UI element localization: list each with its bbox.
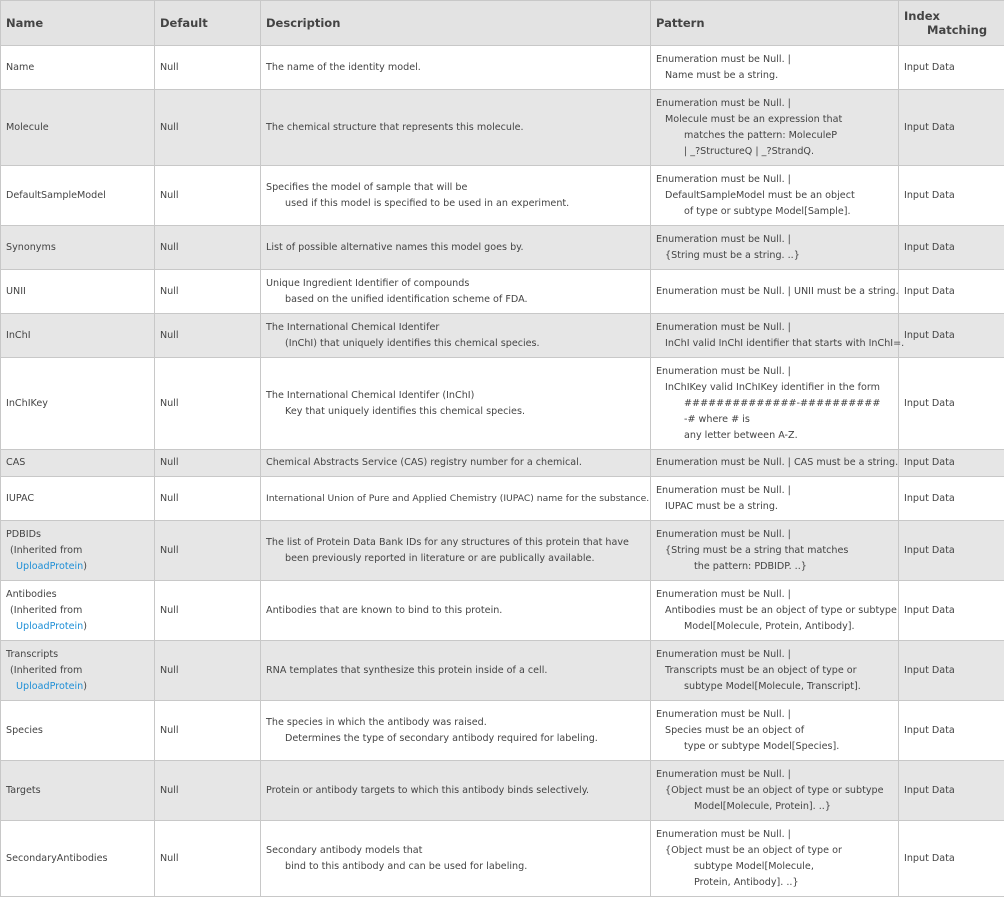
field-name: Targets bbox=[6, 784, 41, 796]
field-name: InChIKey bbox=[6, 397, 48, 409]
table-row bbox=[1, 270, 1004, 314]
table-row bbox=[1, 226, 1004, 270]
index-cell: Input Data bbox=[899, 270, 1004, 314]
inherited-from-link-wrapper bbox=[6, 679, 149, 695]
table-row bbox=[1, 477, 1004, 521]
column-header-pattern: Pattern bbox=[651, 1, 899, 46]
inherited-from-label: (Inherited from bbox=[10, 544, 83, 556]
field-name: PDBIDs bbox=[6, 528, 41, 540]
index-cell: Input Data bbox=[899, 761, 1004, 821]
description-cell bbox=[261, 90, 651, 166]
pattern-line: {Object must be an object of type or subtype bbox=[665, 784, 884, 796]
description-cell bbox=[261, 701, 651, 761]
field-name: CAS bbox=[6, 457, 26, 468]
table-row bbox=[1, 521, 1004, 581]
description-cell bbox=[261, 166, 651, 226]
pattern-line: Transcripts must be an object of type or bbox=[665, 664, 857, 676]
description-line: (InChI) that uniquely identifies this chemical species. bbox=[285, 337, 540, 349]
pattern-line: Enumeration must be Null. | bbox=[656, 648, 791, 660]
pattern-line: DefaultSampleModel must be an object bbox=[665, 189, 855, 201]
index-cell: Input Data bbox=[899, 314, 1004, 358]
description-line: RNA templates that synthesize this protein inside of a cell. bbox=[266, 664, 548, 676]
pattern-cell bbox=[651, 314, 905, 358]
pattern-line: Enumeration must be Null. | bbox=[656, 768, 791, 780]
description-line: been previously reported in literature or are publically available. bbox=[285, 552, 595, 564]
pattern-cell bbox=[651, 821, 899, 897]
description-line: Secondary antibody models that bbox=[266, 844, 423, 856]
table-row bbox=[1, 641, 1004, 701]
pattern-line: Enumeration must be Null. | bbox=[656, 97, 791, 109]
field-name: Species bbox=[6, 724, 43, 736]
field-name: Antibodies bbox=[6, 588, 57, 600]
table-row bbox=[1, 90, 1004, 166]
index-cell: Input Data bbox=[899, 701, 1004, 761]
column-header-default: Default bbox=[155, 1, 261, 46]
description-line: The International Chemical Identifer bbox=[266, 321, 440, 333]
pattern-line: Enumeration must be Null. | CAS must be a string. bbox=[656, 457, 899, 468]
default-cell: Null bbox=[155, 581, 261, 641]
field-name: IUPAC bbox=[6, 492, 35, 504]
pattern-line: Enumeration must be Null. | bbox=[656, 828, 791, 840]
index-cell: Input Data bbox=[899, 821, 1004, 897]
index-cell: Input Data bbox=[899, 641, 1004, 701]
closing-paren: ) bbox=[83, 620, 87, 632]
pattern-line: the pattern: PDBIDP. ..} bbox=[694, 560, 807, 572]
pattern-line: InChIKey valid InChIKey identifier in the form bbox=[665, 381, 881, 393]
upload-protein-link[interactable]: UploadProtein bbox=[16, 560, 84, 572]
column-header-description: Description bbox=[261, 1, 651, 46]
pattern-line: ##############-########## bbox=[684, 397, 881, 409]
column-header-name: Name bbox=[1, 1, 155, 46]
pattern-line: Enumeration must be Null. | bbox=[656, 233, 791, 245]
pattern-cell bbox=[651, 226, 899, 270]
pattern-line: {Object must be an object of type or bbox=[665, 844, 842, 856]
pattern-line: {String must be a string that matches bbox=[665, 544, 849, 556]
inherited-from-label: (Inherited from bbox=[10, 604, 83, 616]
pattern-cell bbox=[651, 761, 899, 821]
name-cell bbox=[1, 701, 155, 761]
description-line: The species in which the antibody was raised. bbox=[266, 716, 487, 728]
table-row bbox=[1, 314, 1004, 358]
upload-protein-link[interactable]: UploadProtein bbox=[16, 680, 84, 692]
description-cell bbox=[261, 314, 651, 358]
pattern-line: of type or subtype Model[Sample]. bbox=[684, 205, 851, 217]
name-cell bbox=[1, 477, 155, 521]
default-cell: Null bbox=[155, 90, 261, 166]
pattern-line: Model[Molecule, Protein]. ..} bbox=[694, 800, 831, 812]
field-name: InChI bbox=[6, 329, 31, 341]
description-line: used if this model is specified to be used in an experiment. bbox=[285, 197, 570, 209]
pattern-cell bbox=[651, 270, 899, 314]
description-line: Antibodies that are known to bind to this protein. bbox=[266, 604, 503, 616]
pattern-line: subtype Model[Molecule, Transcript]. bbox=[684, 680, 861, 692]
description-line: List of possible alternative names this model goes by. bbox=[266, 241, 524, 253]
description-line: Key that uniquely identifies this chemical species. bbox=[285, 405, 525, 417]
name-cell bbox=[1, 270, 155, 314]
description-line: based on the unified identification scheme of FDA. bbox=[285, 293, 528, 305]
description-cell bbox=[261, 358, 651, 450]
table-row bbox=[1, 450, 1004, 477]
pattern-line: Model[Molecule, Protein, Antibody]. bbox=[684, 620, 855, 632]
table-row bbox=[1, 761, 1004, 821]
name-cell bbox=[1, 314, 155, 358]
index-header-line-1: Index bbox=[904, 9, 940, 23]
index-cell: Input Data bbox=[899, 226, 1004, 270]
pattern-cell bbox=[651, 701, 899, 761]
inherited-from-link-wrapper bbox=[6, 559, 149, 575]
field-name: DefaultSampleModel bbox=[6, 189, 106, 201]
pattern-line: Enumeration must be Null. | bbox=[656, 484, 791, 496]
field-name: Transcripts bbox=[6, 648, 59, 660]
pattern-line: Enumeration must be Null. | bbox=[656, 365, 791, 377]
description-cell bbox=[261, 581, 651, 641]
upload-protein-link[interactable]: UploadProtein bbox=[16, 620, 84, 632]
default-cell: Null bbox=[155, 521, 261, 581]
closing-paren: ) bbox=[83, 680, 87, 692]
default-cell: Null bbox=[155, 701, 261, 761]
name-cell bbox=[1, 450, 155, 477]
index-cell: Input Data bbox=[899, 450, 1004, 477]
pattern-line: | _?StructureQ | _?StrandQ. bbox=[684, 145, 815, 157]
index-cell: Input Data bbox=[899, 166, 1004, 226]
name-cell bbox=[1, 166, 155, 226]
description-line: The International Chemical Identifer (InChI) bbox=[266, 389, 475, 401]
name-cell bbox=[1, 90, 155, 166]
table-row bbox=[1, 581, 1004, 641]
pattern-line: Enumeration must be Null. | bbox=[656, 708, 791, 720]
description-cell bbox=[261, 821, 651, 897]
default-cell: Null bbox=[155, 641, 261, 701]
pattern-cell bbox=[651, 581, 899, 641]
pattern-cell bbox=[651, 521, 899, 581]
default-cell: Null bbox=[155, 821, 261, 897]
description-line: Specifies the model of sample that will be bbox=[266, 181, 468, 193]
table-row bbox=[1, 166, 1004, 226]
pattern-cell bbox=[651, 358, 899, 450]
description-line: The name of the identity model. bbox=[266, 61, 421, 73]
description-line: bind to this antibody and can be used for labeling. bbox=[285, 860, 528, 872]
default-cell: Null bbox=[155, 226, 261, 270]
table-row bbox=[1, 821, 1004, 897]
field-name: SecondaryAntibodies bbox=[6, 852, 108, 864]
pattern-line: Enumeration must be Null. | bbox=[656, 173, 791, 185]
field-name: Molecule bbox=[6, 121, 49, 133]
name-cell bbox=[1, 521, 155, 581]
pattern-line: Enumeration must be Null. | bbox=[656, 321, 791, 333]
default-cell: Null bbox=[155, 358, 261, 450]
index-cell: Input Data bbox=[899, 521, 1004, 581]
default-cell: Null bbox=[155, 314, 261, 358]
default-cell: Null bbox=[155, 46, 261, 90]
pattern-line: Enumeration must be Null. | bbox=[656, 528, 791, 540]
pattern-line: subtype Model[Molecule, bbox=[694, 860, 814, 872]
pattern-line: -# where # is bbox=[684, 413, 750, 425]
pattern-line: Enumeration must be Null. | UNII must be a string. bbox=[656, 285, 899, 297]
pattern-line: matches the pattern: MoleculeP bbox=[684, 129, 838, 141]
pattern-line: type or subtype Model[Species]. bbox=[684, 740, 840, 752]
column-header-index-matching bbox=[899, 1, 1004, 46]
default-cell: Null bbox=[155, 166, 261, 226]
pattern-line: Enumeration must be Null. | bbox=[656, 588, 791, 600]
pattern-line: InChI valid InChI identifier that starts with InChI=. bbox=[665, 337, 905, 349]
pattern-line: {String must be a string. ..} bbox=[665, 249, 800, 261]
description-cell bbox=[261, 641, 651, 701]
field-name: Name bbox=[6, 61, 35, 73]
closing-paren: ) bbox=[83, 560, 87, 572]
field-name: UNII bbox=[6, 285, 26, 297]
description-cell bbox=[261, 270, 651, 314]
name-cell bbox=[1, 761, 155, 821]
inherited-from-link-wrapper bbox=[6, 619, 149, 635]
description-cell bbox=[261, 761, 651, 821]
pattern-line: Enumeration must be Null. | bbox=[656, 53, 791, 65]
pattern-line: Protein, Antibody]. ..} bbox=[694, 876, 799, 888]
default-cell: Null bbox=[155, 270, 261, 314]
default-cell: Null bbox=[155, 761, 261, 821]
description-cell bbox=[261, 521, 651, 581]
pattern-line: Species must be an object of bbox=[665, 724, 805, 736]
description-line: The chemical structure that represents this molecule. bbox=[266, 121, 524, 133]
index-cell: Input Data bbox=[899, 358, 1004, 450]
description-cell bbox=[261, 46, 651, 90]
index-header-line-2: Matching bbox=[927, 23, 988, 37]
table-row bbox=[1, 46, 1004, 90]
name-cell bbox=[1, 641, 155, 701]
pattern-line: Molecule must be an expression that bbox=[665, 113, 843, 125]
default-cell: Null bbox=[155, 477, 261, 521]
description-line: Protein or antibody targets to which this antibody binds selectively. bbox=[266, 784, 590, 796]
pattern-line: IUPAC must be a string. bbox=[665, 500, 778, 512]
default-cell: Null bbox=[155, 450, 261, 477]
name-cell bbox=[1, 46, 155, 90]
name-cell bbox=[1, 226, 155, 270]
header-row bbox=[1, 1, 1004, 46]
pattern-line: Name must be a string. bbox=[665, 69, 779, 81]
pattern-line: any letter between A-Z. bbox=[684, 429, 798, 441]
description-cell bbox=[261, 477, 651, 521]
pattern-cell bbox=[651, 450, 899, 477]
description-line: International Union of Pure and Applied Chemistry (IUPAC) name for the substance. bbox=[266, 492, 650, 504]
table-row bbox=[1, 701, 1004, 761]
description-line: Unique Ingredient Identifier of compounds bbox=[266, 277, 470, 289]
pattern-cell bbox=[651, 46, 899, 90]
pattern-line: Antibodies must be an object of type or subtype bbox=[665, 604, 897, 616]
pattern-cell bbox=[651, 90, 899, 166]
description-line: The list of Protein Data Bank IDs for any structures of this protein that have bbox=[266, 536, 629, 548]
description-cell bbox=[261, 226, 651, 270]
index-cell: Input Data bbox=[899, 581, 1004, 641]
field-name: Synonyms bbox=[6, 241, 56, 253]
description-cell bbox=[261, 450, 651, 477]
table-row bbox=[1, 358, 1004, 450]
pattern-cell bbox=[651, 166, 899, 226]
pattern-cell bbox=[651, 641, 899, 701]
name-cell bbox=[1, 821, 155, 897]
index-cell: Input Data bbox=[899, 90, 1004, 166]
inherited-from-label: (Inherited from bbox=[10, 664, 83, 676]
name-cell bbox=[1, 358, 155, 450]
name-cell bbox=[1, 581, 155, 641]
index-cell: Input Data bbox=[899, 46, 1004, 90]
description-line: Chemical Abstracts Service (CAS) registry number for a chemical. bbox=[266, 457, 582, 468]
description-line: Determines the type of secondary antibody required for labeling. bbox=[285, 732, 598, 744]
pattern-cell bbox=[651, 477, 899, 521]
index-cell: Input Data bbox=[899, 477, 1004, 521]
